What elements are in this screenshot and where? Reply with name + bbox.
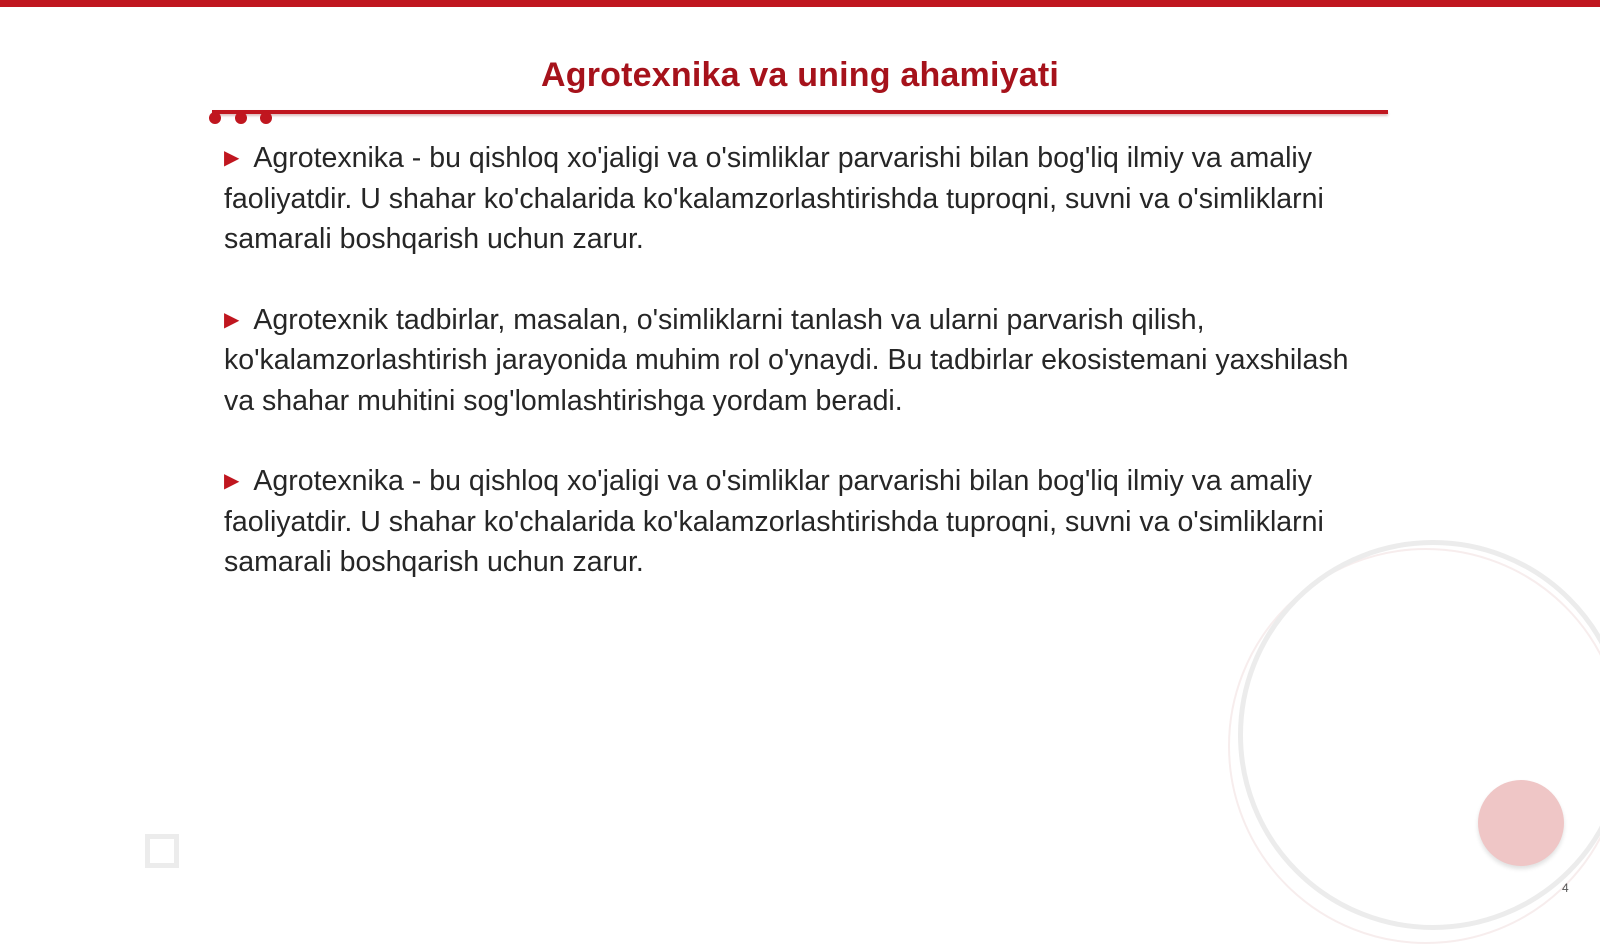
decor-square: [145, 834, 179, 868]
bullet-item: [224, 300, 1364, 422]
bullet-text: Agrotexnika - bu qishloq xo'jaligi va o'simliklar parvarishi bilan bog'liq ilmiy va amaliy faoliyatdir. U shahar ko'chalarida ko'kalamzorlashtirishda tuproqni, suvni va o'simliklarni samarali boshqarish uchun zarur.: [224, 142, 1324, 255]
bullet-text: Agrotexnik tadbirlar, masalan, o'simliklarni tanlash va ularni parvarish qilish, ko'kalamzorlashtirish jarayonida muhim rol o'ynaydi. Bu tadbirlar ekosistemani yaxshilash va shahar muhitini sog'lomlashtirishga yordam beradi.: [224, 303, 1349, 417]
title-underline: [212, 110, 1388, 114]
triangle-right-icon: ▶: [224, 470, 240, 492]
triangle-right-icon: ▶: [224, 308, 240, 331]
triangle-right-icon: ▶: [224, 147, 240, 169]
decor-dot: [260, 112, 272, 124]
bullet-item: [224, 461, 1364, 583]
bullet-list: [224, 138, 1364, 623]
bullet-item: [224, 138, 1364, 260]
slide-title: Agrotexnika va uning ahamiyati: [540, 56, 1060, 94]
top-accent-bar: [0, 0, 1600, 7]
decor-circle: [1478, 780, 1564, 866]
bullet-text: Agrotexnika - bu qishloq xo'jaligi va o'simliklar parvarishi bilan bog'liq ilmiy va amaliy faoliyatdir. U shahar ko'chalarida ko'kalamzorlashtirishda tuproqni, suvni va o'simliklarni samarali boshqarish uchun zarur.: [224, 465, 1324, 578]
decor-dot: [209, 112, 221, 124]
decor-dot: [235, 112, 247, 124]
page-number: 4: [1562, 881, 1569, 895]
